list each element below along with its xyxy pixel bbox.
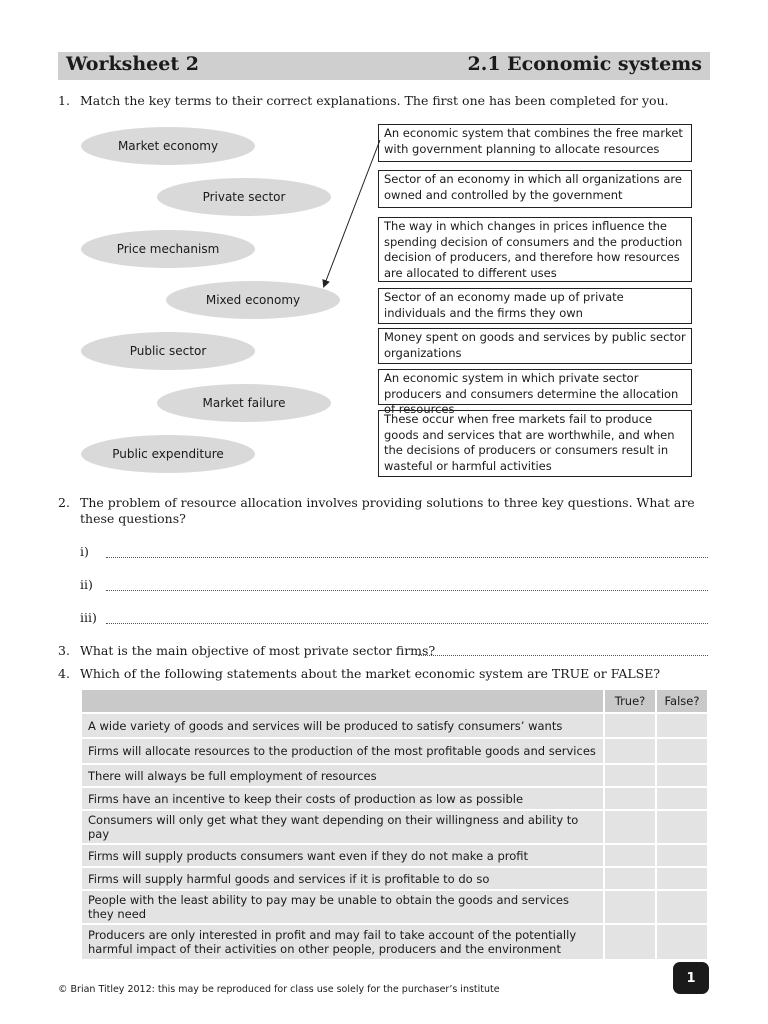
q4-number: 4. [58, 666, 70, 681]
q1-text: Match the key terms to their correct explanations. The first one has been completed for you. [80, 93, 669, 108]
answer-label-ii: ii) [80, 577, 93, 592]
statement-text: Firms will supply products consumers want even if they do not make a profit [81, 844, 604, 867]
explanation-6[interactable]: An economic system in which private sector producers and consumers determine the allocation of resources [378, 369, 692, 405]
false-cell[interactable] [656, 867, 708, 890]
answer-label-i: i) [80, 544, 89, 559]
term-public-expenditure[interactable]: Public expenditure [81, 435, 255, 473]
false-cell[interactable] [656, 844, 708, 867]
topic-title: 2.1 Economic systems [467, 53, 702, 75]
statement-text: Firms have an incentive to keep their costs of production as low as possible [81, 787, 604, 810]
false-cell[interactable] [656, 890, 708, 924]
term-market-failure[interactable]: Market failure [157, 384, 331, 422]
q1-number: 1. [58, 93, 70, 108]
answer-line-iii[interactable] [106, 622, 708, 624]
page-number: 1 [673, 962, 709, 994]
q3-text: What is the main objective of most private sector firms? [80, 643, 436, 658]
false-header: False? [656, 689, 708, 713]
statement-text: People with the least ability to pay may be unable to obtain the goods and services they need [81, 890, 604, 924]
answer-line-i[interactable] [106, 556, 708, 558]
table-row [81, 810, 708, 844]
explanation-1[interactable]: An economic system that combines the free market with government planning to allocate resources [378, 124, 692, 162]
table-row [81, 713, 708, 738]
table-row [81, 764, 708, 787]
q2-number: 2. [58, 495, 70, 510]
true-cell[interactable] [604, 844, 656, 867]
statement-text: There will always be full employment of resources [81, 764, 604, 787]
q4-text: Which of the following statements about the market economic system are TRUE or FALSE? [80, 666, 661, 681]
term-mixed-economy[interactable]: Mixed economy [166, 281, 340, 319]
statement-text: Firms will supply harmful goods and services if it is profitable to do so [81, 867, 604, 890]
true-cell[interactable] [604, 787, 656, 810]
false-cell[interactable] [656, 787, 708, 810]
statement-header [81, 689, 604, 713]
copyright-footer: © Brian Titley 2012: this may be reproduced for class use solely for the purchaser’s institute [58, 984, 500, 995]
q2-text: The problem of resource allocation involves providing solutions to three key questions. What are these questions? [80, 495, 695, 526]
table-row [81, 844, 708, 867]
false-cell[interactable] [656, 713, 708, 738]
table-row [81, 787, 708, 810]
statement-text: Firms will allocate resources to the production of the most profitable goods and services [81, 738, 604, 764]
statement-text: Consumers will only get what they want depending on their willingness and ability to pay [81, 810, 604, 844]
true-cell[interactable] [604, 764, 656, 787]
true-false-table [80, 688, 709, 961]
true-cell[interactable] [604, 924, 656, 960]
table-row [81, 738, 708, 764]
worksheet-title: Worksheet 2 [66, 53, 199, 75]
q3-answer-line[interactable] [418, 654, 708, 656]
answer-label-iii: iii) [80, 610, 97, 625]
answer-line-ii[interactable] [106, 589, 708, 591]
table-row [81, 924, 708, 960]
true-cell[interactable] [604, 713, 656, 738]
false-cell[interactable] [656, 738, 708, 764]
false-cell[interactable] [656, 764, 708, 787]
statement-text: A wide variety of goods and services will be produced to satisfy consumers’ wants [81, 713, 604, 738]
true-cell[interactable] [604, 867, 656, 890]
q3-number: 3. [58, 643, 70, 658]
true-header: True? [604, 689, 656, 713]
explanation-5[interactable]: Money spent on goods and services by public sector organizations [378, 328, 692, 364]
term-private-sector[interactable]: Private sector [157, 178, 331, 216]
explanation-7[interactable]: These occur when free markets fail to produce goods and services that are worthwhile, and when the decisions of producers or consumers result in wasteful or harmful activities [378, 410, 692, 477]
explanation-4[interactable]: Sector of an economy made up of private individuals and the firms they own [378, 288, 692, 324]
explanation-3[interactable]: The way in which changes in prices influence the spending decision of consumers and the production decision of producers, and therefore how resources are allocated to different uses [378, 217, 692, 282]
false-cell[interactable] [656, 924, 708, 960]
term-market-economy[interactable]: Market economy [81, 127, 255, 165]
term-public-sector[interactable]: Public sector [81, 332, 255, 370]
true-cell[interactable] [604, 810, 656, 844]
table-header-row [81, 689, 708, 713]
false-cell[interactable] [656, 810, 708, 844]
true-cell[interactable] [604, 890, 656, 924]
table-row [81, 867, 708, 890]
table-row [81, 890, 708, 924]
statement-text: Producers are only interested in profit and may fail to take account of the potentially harmful impact of their activities on other people, producers and the environment [81, 924, 604, 960]
true-cell[interactable] [604, 738, 656, 764]
term-price-mechanism[interactable]: Price mechanism [81, 230, 255, 268]
explanation-2[interactable]: Sector of an economy in which all organizations are owned and controlled by the government [378, 170, 692, 208]
